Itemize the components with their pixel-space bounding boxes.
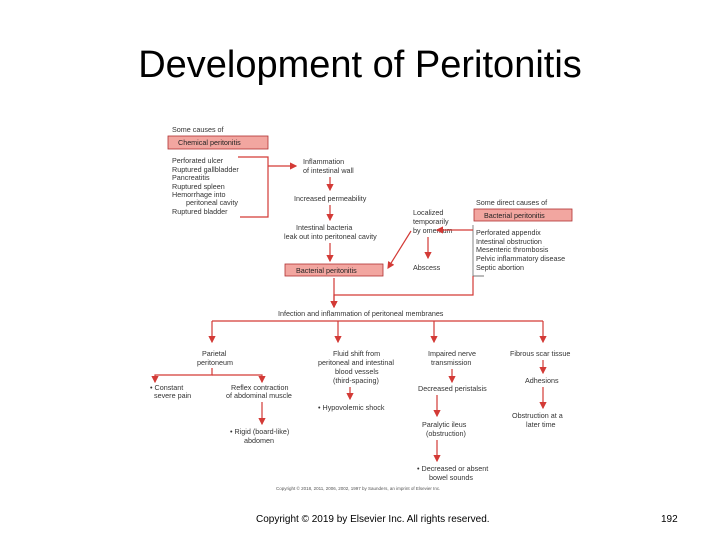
direct-cause: Mesenteric thrombosis <box>476 245 549 254</box>
chemical-cause: Ruptured bladder <box>172 207 228 216</box>
slide-title: Development of Peritonitis <box>138 44 582 86</box>
bowel-sounds-label-2: bowel sounds <box>429 473 473 482</box>
fluid-shift-label: Fluid shift from <box>333 349 381 358</box>
localized-label-2: temporarily <box>413 217 449 226</box>
rigid-label: • Rigid (board-like) <box>230 427 290 436</box>
chemical-header: Some causes of <box>172 125 224 134</box>
reflex-label-2: of abdominal muscle <box>226 391 292 400</box>
chemical-cause: Ruptured spleen <box>172 182 225 191</box>
chemical-cause: Ruptured gallbladder <box>172 165 239 174</box>
impaired-nerve-label-2: transmission <box>431 358 472 367</box>
figure-credit: Copyright © 2018, 2011, 2006, 2002, 1997 by Saunders, an imprint of Elsevier Inc. <box>276 486 441 491</box>
impaired-nerve-label: Impaired nerve <box>428 349 476 358</box>
chemical-bracket <box>238 157 268 217</box>
page-number: 192 <box>661 514 678 525</box>
localized-label-3: by omentum <box>413 226 453 235</box>
localized-label: Localized <box>413 208 444 217</box>
decreased-peristalsis-label: Decreased peristalsis <box>418 384 487 393</box>
direct-cause: Perforated appendix <box>476 228 541 237</box>
arrow-direct-to-infection <box>334 276 473 307</box>
copyright-footer: Copyright © 2019 by Elsevier Inc. All rights reserved. <box>256 514 490 525</box>
constant-pain-label: • Constant <box>150 383 184 392</box>
fluid-shift-label-3: blood vessels <box>335 367 379 376</box>
increased-permeability-label: Increased permeability <box>294 194 367 203</box>
rigid-label-2: abdomen <box>244 436 274 445</box>
bacterial-peritonitis-direct-label: Bacterial peritonitis <box>484 211 545 220</box>
chemical-cause: Hemorrhage into <box>172 190 226 199</box>
hypovolemic-label: • Hypovolemic shock <box>318 403 385 412</box>
adhesions-label: Adhesions <box>525 376 559 385</box>
intestinal-bacteria-label: Intestinal bacteria <box>296 223 353 232</box>
paralytic-label-2: (obstruction) <box>426 429 466 438</box>
chemical-cause: Perforated ulcer <box>172 156 224 165</box>
arrow-to-reflex <box>212 375 262 382</box>
chemical-cause: Pancreatitis <box>172 173 210 182</box>
paralytic-label: Paralytic ileus <box>422 420 467 429</box>
inflammation-label: Inflammation <box>303 157 345 166</box>
fibrous-label: Fibrous scar tissue <box>510 349 571 358</box>
bacterial-peritonitis-center-label: Bacterial peritonitis <box>296 266 357 275</box>
direct-causes-list <box>476 228 565 272</box>
arrow-center-to-localized <box>388 231 411 268</box>
fluid-shift-label-4: (third-spacing) <box>333 376 379 385</box>
reflex-label: Reflex contraction <box>231 383 289 392</box>
bowel-sounds-label: • Decreased or absent <box>417 464 489 473</box>
obstruction-later-label-2: later time <box>526 420 556 429</box>
direct-cause: Septic abortion <box>476 263 524 272</box>
chemical-causes-list <box>172 156 239 216</box>
direct-cause: Pelvic inflammatory disease <box>476 254 566 263</box>
abscess-label: Abscess <box>413 263 441 272</box>
infection-label: Infection and inflammation of peritoneal membranes <box>278 309 444 318</box>
constant-pain-label-2: severe pain <box>154 391 192 400</box>
parietal-label: Parietal <box>202 349 227 358</box>
chemical-cause: peritoneal cavity <box>186 198 238 207</box>
inflammation-label-2: of intestinal wall <box>303 166 354 175</box>
arrow-to-constant-pain <box>155 368 212 382</box>
chemical-peritonitis-label: Chemical peritonitis <box>178 138 241 147</box>
direct-cause: Intestinal obstruction <box>476 237 542 246</box>
parietal-label-2: peritoneum <box>197 358 233 367</box>
intestinal-bacteria-label-2: leak out into peritoneal cavity <box>284 232 377 241</box>
fluid-shift-label-2: peritoneal and intestinal <box>318 358 394 367</box>
direct-header: Some direct causes of <box>476 198 548 207</box>
obstruction-later-label: Obstruction at a <box>512 411 563 420</box>
